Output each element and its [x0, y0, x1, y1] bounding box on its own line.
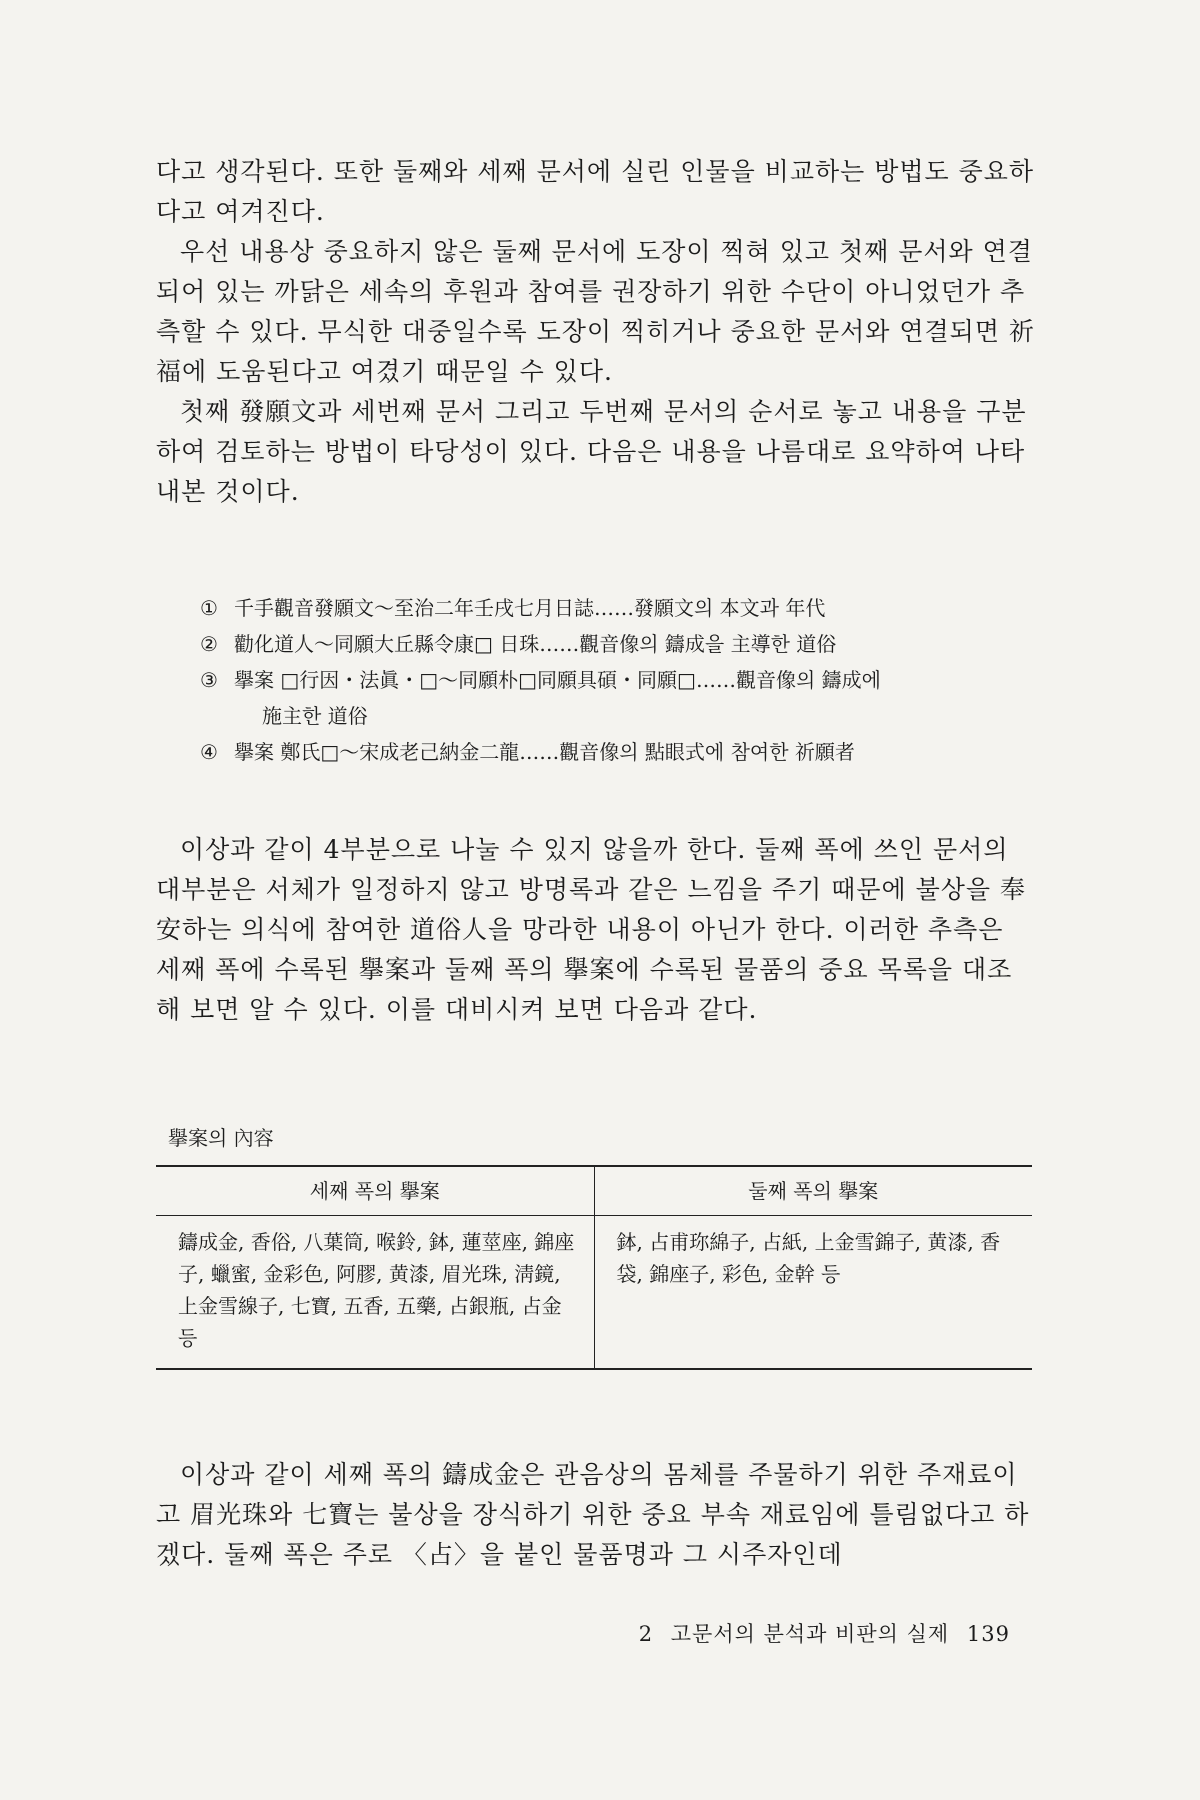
paragraph: 첫째 發願文과 세번째 문서 그리고 두번째 문서의 순서로 놓고 내용을 구분하여 검토하는 방법이 타당성이 있다. 다음은 내용을 나름대로 요약하여 나타내본 것이다.: [156, 397, 1027, 506]
table-header-cell: 둘째 폭의 擧案: [748, 1179, 879, 1203]
list-item: [200, 626, 1020, 662]
list-number: ①: [200, 596, 218, 620]
list-item: [200, 662, 1020, 698]
list-text: 擧案 鄭氏□～宋成老己納金二龍……觀音像의 點眼式에 참여한 祈願者: [234, 740, 855, 764]
page-footer: [629, 1618, 1010, 1648]
body-text-bottom: [156, 1455, 1036, 1575]
body-text-top: [156, 152, 1036, 512]
table-cell: 鑄成金, 香俗, 八葉筒, 喉鈴, 鉢, 蓮莖座, 錦座子, 蠟蜜, 金彩色, 阿膠, 黄漆, 眉光珠, 淸鏡, 上金雪線子, 七寶, 五香, 五藥, 占銀瓶, 占金 등: [156, 1216, 595, 1368]
list-continuation: 施主한 道俗: [262, 704, 368, 728]
list-number: ③: [200, 668, 218, 692]
body-text-middle: [156, 830, 1036, 1030]
list-number: ④: [200, 740, 218, 764]
list-number: ②: [200, 632, 218, 656]
paragraph: 이상과 같이 세째 폭의 鑄成金은 관음상의 몸체를 주물하기 위한 주재료이고 眉光珠와 七寶는 불상을 장식하기 위한 중요 부속 재료임에 틀림없다고 하겠다. 둘째 폭은 주로 〈占〉을 붙인 물품명과 그 시주자인데: [156, 1460, 1030, 1569]
chapter-title: 고문서의 분석과 비판의 실제: [670, 1622, 950, 1646]
table-caption: 擧案의 內容: [168, 1126, 274, 1150]
comparison-table: [156, 1165, 1032, 1370]
summary-list: [200, 590, 1020, 770]
page-number: 139: [966, 1622, 1010, 1646]
table-row: [156, 1216, 1032, 1368]
list-text: 擧案 □行因・法眞・□～同願朴□同願具碩・同願□……觀音像의 鑄成에: [234, 668, 881, 692]
chapter-number: 2: [638, 1622, 654, 1646]
paragraph: 우선 내용상 중요하지 않은 둘째 문서에 도장이 찍혀 있고 첫째 문서와 연결되어 있는 까닭은 세속의 후원과 참여를 권장하기 위한 수단이 아니었던가 추측할 수 있다. 무식한 대중일수록 도장이 찍히거나 중요한 문서와 연결되면 祈福에 도움된다고 여겼기 때문일 수 있다.: [156, 237, 1035, 386]
table-header-row: [156, 1167, 1032, 1216]
paragraph: 다고 생각된다. 또한 둘째와 세째 문서에 실린 인물을 비교하는 방법도 중요하다고 여겨진다.: [156, 157, 1035, 226]
list-item: [200, 590, 1020, 626]
list-text: 千手觀音發願文～至治二年壬戌七月日誌……發願文의 本文과 年代: [234, 596, 826, 620]
table-cell: 鉢, 占甫珎綿子, 占紙, 上金雪錦子, 黄漆, 香袋, 錦座子, 彩色, 金幹 등: [616, 1230, 1001, 1286]
paragraph: 이상과 같이 4부분으로 나눌 수 있지 않을까 한다. 둘째 폭에 쓰인 문서의 대부분은 서체가 일정하지 않고 방명록과 같은 느낌을 주기 때문에 불상을 奉安하는 의식에 참여한 道俗人을 망라한 내용이 아닌가 한다. 이러한 추측은 세째 폭에 수록된 擧案과 둘째 폭의 擧案에 수록된 물품의 중요 목록을 대조해 보면 알 수 있다. 이를 대비시켜 보면 다음과 같다.: [156, 835, 1026, 1024]
list-item: [200, 734, 1020, 770]
table-header-cell: 세째 폭의 擧案: [156, 1167, 595, 1215]
list-text: 勸化道人～同願大丘縣令康□ 日珠……觀音像의 鑄成을 主導한 道俗: [234, 632, 837, 656]
